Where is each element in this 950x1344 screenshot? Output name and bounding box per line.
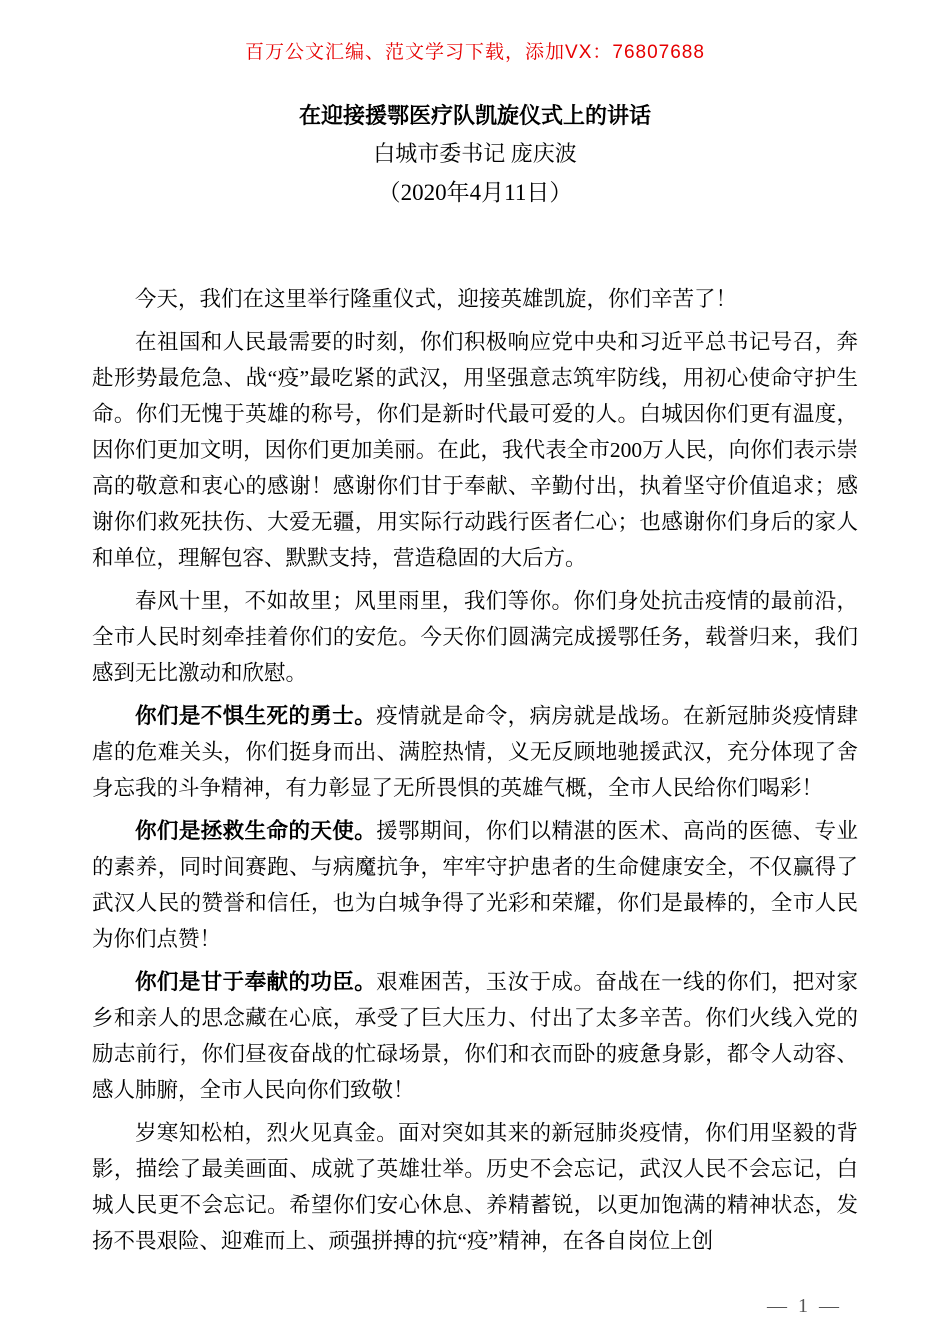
paragraph-7-text: 岁寒知松柏，烈火见真金。面对突如其来的新冠肺炎疫情，你们用坚毅的背影，描绘了最美画面、成就了英雄壮举。历史不会忘记，武汉人民不会忘记，白城人民更不会忘记。希望你们安心休息、养精蓄锐，以更加饱满的精神状态，发扬不畏艰险、迎难而上、顽强拼搏的抗“疫”精神，在各自岗位上创 xyxy=(92,1121,858,1253)
document-date: （2020年4月11日） xyxy=(377,180,573,205)
paragraph-3-text: 春风十里，不如故里；风里雨里，我们等你。你们身处抗击疫情的最前沿，全市人民时刻牵挂着你们的安危。今天你们圆满完成援鄂任务，载誉归来，我们感到无比激动和欣慰。 xyxy=(92,589,858,685)
paragraph-7 xyxy=(92,1115,858,1259)
paragraph-2 xyxy=(92,324,858,576)
paragraph-5 xyxy=(92,813,858,957)
document-title: 在迎接援鄂医疗队凯旋仪式上的讲话 xyxy=(298,103,651,128)
document-author: 白城市委书记 庞庆波 xyxy=(373,141,577,166)
paragraph-4-text: 疫情就是命令，病房就是战场。在新冠肺炎疫情肆虐的危难关头，你们挺身而出、满腔热情，义无反顾地驰援武汉，充分体现了舍身忘我的斗争精神，有力彰显了无所畏惧的英雄气概，全市人民给你们喝彩！ xyxy=(92,704,858,800)
promo-header-text: 百万公文汇编、范文学习下载，添加VX：76807688 xyxy=(245,42,705,63)
document-body xyxy=(92,281,858,1259)
paragraph-3 xyxy=(92,583,858,691)
page-number: — 1 — xyxy=(767,1295,842,1317)
paragraph-4 xyxy=(92,698,858,806)
paragraph-2-text: 在祖国和人民最需要的时刻，你们积极响应党中央和习近平总书记号召，奔赴形势最危急、战“疫”最吃紧的武汉，用坚强意志筑牢防线，用初心使命守护生命。你们无愧于英雄的称号，你们是新时代最可爱的人。白城因你们更有温度，因你们更加文明，因你们更加美丽。在此，我代表全市200万人民，向你们表示崇高的敬意和衷心的感谢！感谢你们甘于奉献、辛勤付出，执着坚守价值追求；感谢你们救死扶伤、大爱无疆，用实际行动践行医者仁心；也感谢你们身后的家人和单位，理解包容、默默支持，营造稳固的大后方。 xyxy=(92,330,858,570)
paragraph-1-text: 今天，我们在这里举行隆重仪式，迎接英雄凯旋，你们辛苦了！ xyxy=(135,287,738,311)
paragraph-6 xyxy=(92,964,858,1108)
paragraph-6-text: 艰难困苦，玉汝于成。奋战在一线的你们，把对家乡和亲人的思念藏在心底，承受了巨大压力、付出了太多辛苦。你们火线入党的励志前行，你们昼夜奋战的忙碌场景，你们和衣而卧的疲惫身影，都令人动容、感人肺腑，全市人民向你们致敬！ xyxy=(92,970,858,1102)
paragraph-4-lead: 你们是不惧生死的勇士。 xyxy=(135,704,377,728)
paragraph-5-lead: 你们是拯救生命的天使。 xyxy=(135,819,377,843)
paragraph-1 xyxy=(92,281,858,317)
paragraph-6-lead: 你们是甘于奉献的功臣。 xyxy=(135,970,377,994)
paragraph-5-text: 援鄂期间，你们以精湛的医术、高尚的医德、专业的素养，同时间赛跑、与病魔抗争，牢牢守护患者的生命健康安全，不仅赢得了武汉人民的赞誉和信任，也为白城争得了光彩和荣耀，你们是最棒的，全市人民为你们点赞！ xyxy=(92,819,858,951)
title-block xyxy=(0,97,950,213)
